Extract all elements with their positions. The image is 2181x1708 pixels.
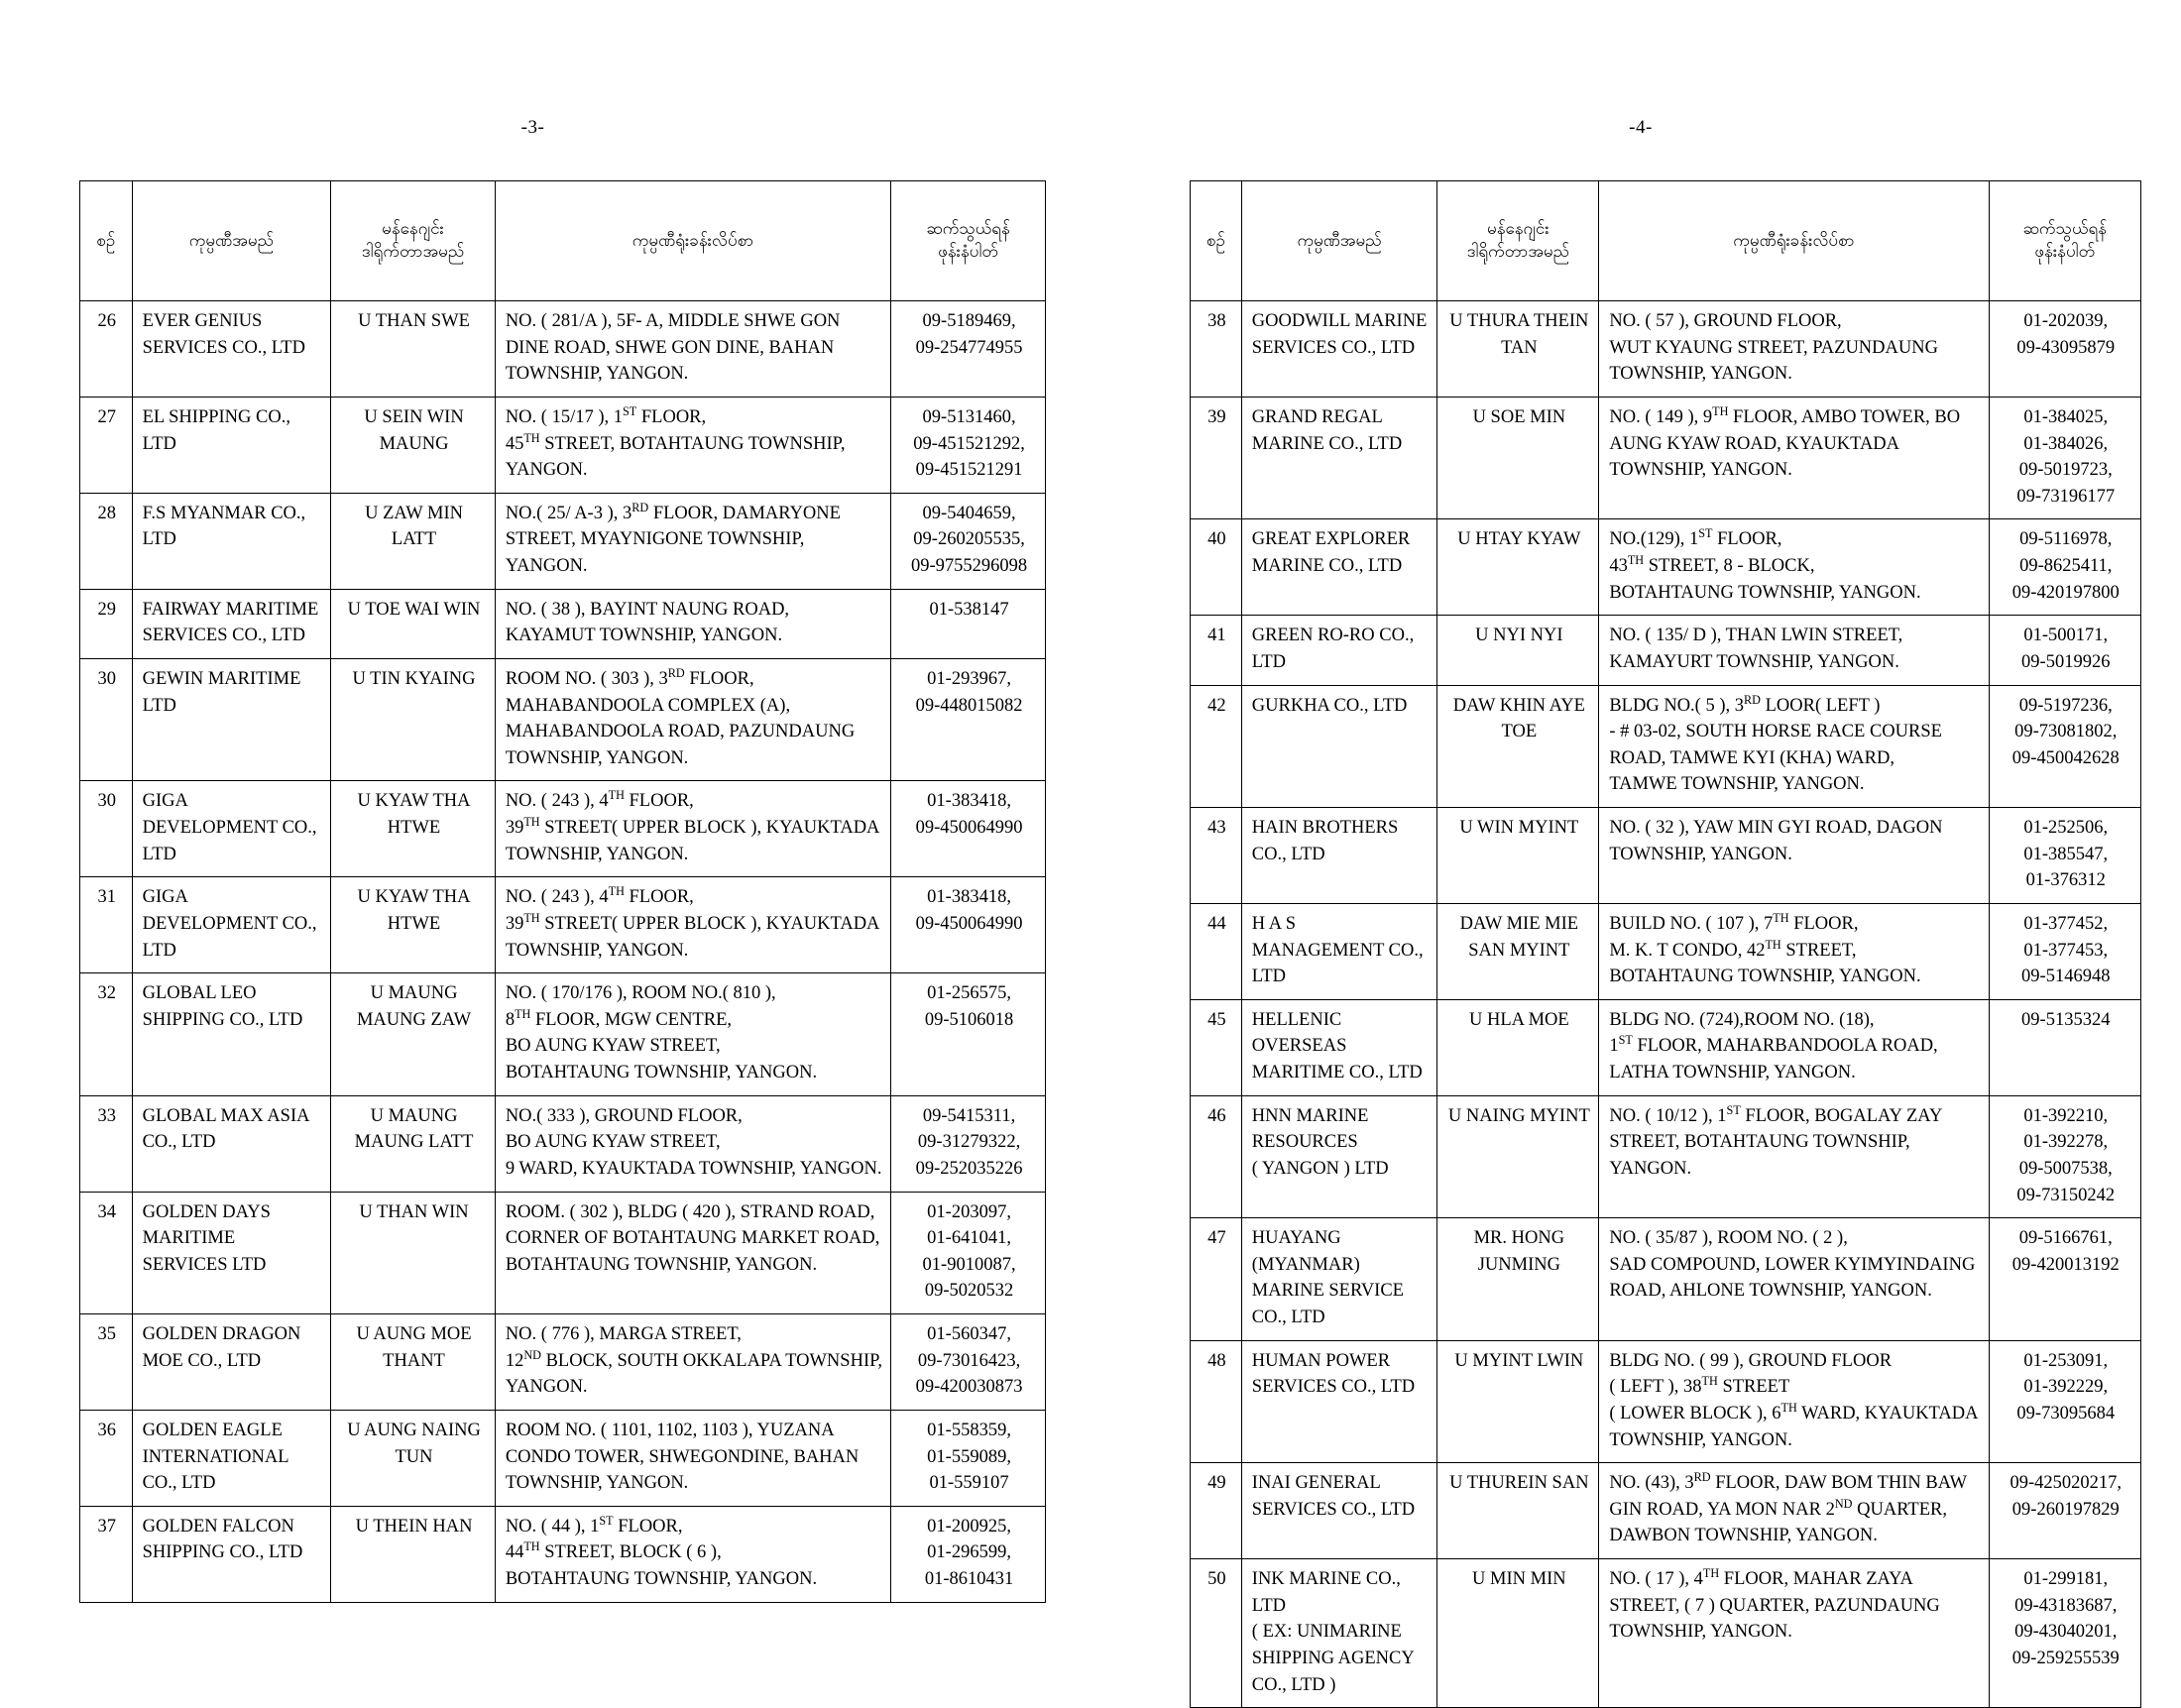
cell-company-name: GURKHA CO., LTD: [1241, 685, 1437, 808]
phone-line: 01-641041,: [927, 1228, 1011, 1249]
header-row: [1191, 181, 2141, 301]
table-header-right: [1191, 181, 2141, 301]
table-row: [1191, 1463, 2141, 1559]
phone-line: 01-377452,: [2023, 913, 2109, 934]
cell-managing-director: U AUNG NAING TUN: [331, 1410, 496, 1506]
phone-line: 09-9755296098: [910, 556, 1028, 576]
cell-company-name: GIGA DEVELOPMENT CO., LTD: [132, 877, 331, 973]
table-row: [80, 397, 1046, 493]
cell-managing-director: U SEIN WIN MAUNG: [331, 397, 496, 493]
cell-serial-number: 29: [80, 589, 133, 658]
phone-line: 09-5415311,: [922, 1105, 1016, 1126]
phone-line: 01-385547,: [2023, 844, 2109, 864]
phone-line: 01-392210,: [2023, 1105, 2109, 1126]
phone-line: 01-392278,: [2023, 1132, 2109, 1153]
cell-contact-phone: [891, 877, 1046, 973]
phone-line: 01-252506,: [2023, 818, 2109, 838]
phone-line: 09-31279322,: [917, 1132, 1021, 1153]
cell-contact-phone: [1989, 1095, 2140, 1218]
cell-company-name: GEWIN MARITIME LTD: [132, 658, 331, 781]
cell-serial-number: 30: [80, 781, 133, 877]
phone-line: 01-392229,: [2023, 1377, 2109, 1398]
phone-line: 09-43183687,: [2014, 1595, 2118, 1616]
header-company-name: ကုမ္ပဏီအမည်: [132, 181, 331, 301]
cell-serial-number: 41: [1191, 616, 1242, 685]
phone-line: 09-5131460,: [922, 406, 1016, 427]
phone-line: 09-260205535,: [913, 529, 1025, 550]
cell-managing-director: DAW MIE MIE SAN MYINT: [1437, 903, 1599, 999]
phone-line: 01-299181,: [2023, 1569, 2109, 1589]
cell-company-name: INK MARINE CO., LTD ( EX: UNIMARINE SHIPPING AGENCY CO., LTD ): [1241, 1559, 1437, 1708]
cell-contact-phone: [1989, 685, 2140, 808]
phone-line: 01-377453,: [2023, 940, 2109, 961]
phone-line: 09-43040201,: [2014, 1622, 2118, 1643]
phone-line: 09-73095684: [2016, 1403, 2116, 1423]
header-phone-line2: ဖုန်းနံပါတ်: [2034, 242, 2096, 261]
cell-company-name: GOLDEN EAGLE INTERNATIONAL CO., LTD: [132, 1410, 331, 1506]
cell-serial-number: 49: [1191, 1463, 1242, 1559]
cell-office-address: ROOM. ( 302 ), BLDG ( 420 ), STRAND ROAD, CORNER OF BOTAHTAUNG MARKET ROAD, BOTAHTAUNG TOWNSHIP, YANGON.: [495, 1192, 890, 1314]
cell-serial-number: 34: [80, 1192, 133, 1314]
table-body-left: [80, 301, 1046, 1603]
phone-line: 01-383418,: [927, 887, 1011, 908]
header-md-line2: ဒါရိုက်တာအမည်: [361, 242, 465, 261]
cell-serial-number: 31: [80, 877, 133, 973]
table-row: [1191, 1095, 2141, 1218]
cell-serial-number: 40: [1191, 519, 1242, 616]
cell-company-name: GOLDEN FALCON SHIPPING CO., LTD: [132, 1506, 331, 1602]
cell-managing-director: U HLA MOE: [1437, 999, 1599, 1095]
phone-line: 09-448015082: [915, 695, 1023, 716]
cell-contact-phone: [1989, 397, 2140, 519]
cell-managing-director: U MIN MIN: [1437, 1559, 1599, 1708]
cell-managing-director: U NAING MYINT: [1437, 1095, 1599, 1218]
table-row: [1191, 397, 2141, 519]
phone-line: 01-296599,: [927, 1542, 1011, 1563]
cell-office-address: NO. ( 57 ), GROUND FLOOR, WUT KYAUNG STREET, PAZUNDAUNG TOWNSHIP, YANGON.: [1599, 301, 1989, 398]
phone-line: 01-500171,: [2023, 626, 2109, 646]
phone-line: 09-450064990: [915, 818, 1023, 838]
header-office-address: ကုမ္ပဏီရုံးခန်းလိပ်စာ: [1599, 181, 1989, 301]
phone-line: 01-558359,: [927, 1420, 1011, 1440]
table-body-right: [1191, 301, 2141, 1708]
table-row: [1191, 903, 2141, 999]
phone-line: 01-559107: [929, 1473, 1009, 1494]
cell-managing-director: U THUREIN SAN: [1437, 1463, 1599, 1559]
cell-serial-number: 47: [1191, 1218, 1242, 1341]
header-md-line2: ဒါရိုက်တာအမည်: [1466, 242, 1570, 261]
cell-managing-director: U MAUNG MAUNG ZAW: [331, 973, 496, 1096]
cell-serial-number: 37: [80, 1506, 133, 1602]
phone-line: 01-384025,: [2023, 406, 2109, 427]
cell-contact-phone: [1989, 1559, 2140, 1708]
cell-office-address: NO. ( 44 ), 1ST FLOOR, 44TH STREET, BLOCK ( 6 ), BOTAHTAUNG TOWNSHIP, YANGON.: [495, 1506, 890, 1602]
phone-line: 01-253091,: [2023, 1350, 2109, 1371]
cell-contact-phone: [891, 973, 1046, 1096]
cell-office-address: NO. ( 243 ), 4TH FLOOR, 39TH STREET( UPPER BLOCK ), KYAUKTADA TOWNSHIP, YANGON.: [495, 781, 890, 877]
phone-line: 09-260197829: [2011, 1499, 2120, 1520]
cell-contact-phone: [891, 301, 1046, 398]
header-no: စဉ်: [1191, 181, 1242, 301]
table-row: [1191, 1559, 2141, 1708]
cell-contact-phone: [891, 1095, 1046, 1192]
cell-contact-phone: [1989, 616, 2140, 685]
cell-contact-phone: [1989, 999, 2140, 1095]
page-left: [0, 0, 1090, 1603]
table-row: [1191, 301, 2141, 398]
phone-line: 09-5019926: [2021, 651, 2111, 672]
cell-serial-number: 27: [80, 397, 133, 493]
header-md-line1: မန်နေဂျင်း: [382, 219, 444, 239]
phone-line: 09-252035226: [915, 1158, 1023, 1179]
cell-company-name: HAIN BROTHERS CO., LTD: [1241, 808, 1437, 904]
cell-contact-phone: [891, 1314, 1046, 1411]
phone-line: 09-425020217,: [2009, 1473, 2123, 1494]
phone-line: 09-73196177: [2016, 486, 2116, 507]
cell-company-name: HUAYANG (MYANMAR) MARINE SERVICE CO., LTD: [1241, 1218, 1437, 1341]
cell-managing-director: U WIN MYINT: [1437, 808, 1599, 904]
cell-company-name: GLOBAL LEO SHIPPING CO., LTD: [132, 973, 331, 1096]
table-row: [1191, 999, 2141, 1095]
page-number-right: -4-: [1629, 117, 1653, 138]
cell-office-address: NO.( 25/ A-3 ), 3RD FLOOR, DAMARYONE STREET, MYAYNIGONE TOWNSHIP, YANGON.: [495, 493, 890, 589]
cell-office-address: NO. ( 15/17 ), 1ST FLOOR, 45TH STREET, BOTAHTAUNG TOWNSHIP, YANGON.: [495, 397, 890, 493]
cell-serial-number: 43: [1191, 808, 1242, 904]
cell-serial-number: 44: [1191, 903, 1242, 999]
cell-office-address: NO. ( 170/176 ), ROOM NO.( 810 ), 8TH FLOOR, MGW CENTRE, BO AUNG KYAW STREET, BOTAHTAUNG TOWNSHIP, YANGON.: [495, 973, 890, 1096]
cell-managing-director: U SOE MIN: [1437, 397, 1599, 519]
cell-managing-director: U THAN WIN: [331, 1192, 496, 1314]
cell-managing-director: U KYAW THA HTWE: [331, 877, 496, 973]
cell-contact-phone: [891, 589, 1046, 658]
page-right: [1090, 0, 2181, 1708]
header-office-address: ကုမ္ပဏီရုံးခန်းလိပ်စာ: [495, 181, 890, 301]
cell-office-address: NO. ( 38 ), BAYINT NAUNG ROAD, KAYAMUT TOWNSHIP, YANGON.: [495, 589, 890, 658]
cell-contact-phone: [1989, 903, 2140, 999]
cell-company-name: GREAT EXPLORER MARINE CO., LTD: [1241, 519, 1437, 616]
company-registry-table-left: [79, 180, 1046, 1603]
phone-line: 09-5189469,: [922, 311, 1016, 331]
cell-managing-director: MR. HONG JUNMING: [1437, 1218, 1599, 1341]
cell-serial-number: 46: [1191, 1095, 1242, 1218]
cell-company-name: EVER GENIUS SERVICES CO., LTD: [132, 301, 331, 398]
cell-company-name: GOODWILL MARINE SERVICES CO., LTD: [1241, 301, 1437, 398]
phone-line: 01-9010087,: [922, 1254, 1016, 1275]
cell-office-address: NO. ( 243 ), 4TH FLOOR, 39TH STREET( UPPER BLOCK ), KYAUKTADA TOWNSHIP, YANGON.: [495, 877, 890, 973]
cell-contact-phone: [891, 658, 1046, 781]
cell-office-address: BLDG NO. (724),ROOM NO. (18), 1ST FLOOR, MAHARBANDOOLA ROAD, LATHA TOWNSHIP, YANGON.: [1599, 999, 1989, 1095]
phone-line: 09-8625411,: [2019, 556, 2113, 576]
phone-line: 09-5020532: [924, 1281, 1014, 1302]
phone-line: 09-451521292,: [913, 433, 1025, 454]
cell-office-address: NO. ( 17 ), 4TH FLOOR, MAHAR ZAYA STREET, ( 7 ) QUARTER, PAZUNDAUNG TOWNSHIP, YANGON.: [1599, 1559, 1989, 1708]
phone-line: 09-5019723,: [2018, 460, 2113, 481]
cell-company-name: GOLDEN DAYS MARITIME SERVICES LTD: [132, 1192, 331, 1314]
cell-company-name: HNN MARINE RESOURCES ( YANGON ) LTD: [1241, 1095, 1437, 1218]
table-row: [80, 1192, 1046, 1314]
cell-company-name: HUMAN POWER SERVICES CO., LTD: [1241, 1340, 1437, 1463]
cell-managing-director: U ZAW MIN LATT: [331, 493, 496, 589]
phone-line: 09-259255539: [2011, 1648, 2120, 1668]
table-header-left: [80, 181, 1046, 301]
cell-serial-number: 42: [1191, 685, 1242, 808]
table-row: [1191, 616, 2141, 685]
cell-managing-director: DAW KHIN AYE TOE: [1437, 685, 1599, 808]
header-company-name: ကုမ္ပဏီအမည်: [1241, 181, 1437, 301]
cell-company-name: EL SHIPPING CO., LTD: [132, 397, 331, 493]
cell-serial-number: 38: [1191, 301, 1242, 398]
cell-office-address: BUILD NO. ( 107 ), 7TH FLOOR, M. K. T CONDO, 42TH STREET, BOTAHTAUNG TOWNSHIP, YANGON.: [1599, 903, 1989, 999]
cell-office-address: NO. ( 149 ), 9TH FLOOR, AMBO TOWER, BO AUNG KYAW ROAD, KYAUKTADA TOWNSHIP, YANGON.: [1599, 397, 1989, 519]
cell-office-address: NO.(129), 1ST FLOOR, 43TH STREET, 8 - BLOCK, BOTAHTAUNG TOWNSHIP, YANGON.: [1599, 519, 1989, 616]
header-phone-line2: ဖုန်းနံပါတ်: [938, 242, 998, 261]
phone-line: 01-293967,: [927, 668, 1011, 689]
phone-line: 01-256575,: [927, 983, 1011, 1004]
table-row: [1191, 1340, 2141, 1463]
phone-line: 09-73150242: [2016, 1185, 2116, 1205]
phone-line: 01-384026,: [2023, 433, 2109, 454]
cell-contact-phone: [891, 781, 1046, 877]
cell-managing-director: U THURA THEIN TAN: [1437, 301, 1599, 398]
phone-line: 09-450064990: [915, 913, 1023, 934]
phone-line: 09-5116978,: [2019, 529, 2113, 550]
phone-line: 09-420030873: [915, 1377, 1023, 1398]
header-md-line1: မန်နေဂျင်း: [1486, 219, 1550, 239]
phone-line: 01-538147: [929, 599, 1009, 620]
phone-line: 09-5007538,: [2018, 1158, 2113, 1179]
phone-line: 09-5197236,: [2018, 695, 2113, 716]
table-row: [80, 1506, 1046, 1602]
phone-line: 01-202039,: [2023, 311, 2109, 331]
table-row: [80, 301, 1046, 398]
cell-managing-director: U AUNG MOE THANT: [331, 1314, 496, 1411]
cell-managing-director: U TOE WAI WIN: [331, 589, 496, 658]
header-no: စဉ်: [80, 181, 133, 301]
phone-line: 09-5106018: [924, 1009, 1014, 1030]
phone-line: 09-43095879: [2016, 337, 2116, 358]
cell-office-address: NO.( 333 ), GROUND FLOOR, BO AUNG KYAW STREET, 9 WARD, KYAUKTADA TOWNSHIP, YANGON.: [495, 1095, 890, 1192]
cell-managing-director: U THEIN HAN: [331, 1506, 496, 1602]
cell-office-address: BLDG NO.( 5 ), 3RD LOOR( LEFT ) - # 03-02, SOUTH HORSE RACE COURSE ROAD, TAMWE KYI (KHA) WARD, TAMWE TOWNSHIP, YANGON.: [1599, 685, 1989, 808]
cell-office-address: BLDG NO. ( 99 ), GROUND FLOOR ( LEFT ), 38TH STREET ( LOWER BLOCK ), 6TH WARD, KYAUKTADA TOWNSHIP, YANGON.: [1599, 1340, 1989, 1463]
phone-line: 09-5166761,: [2018, 1228, 2113, 1249]
cell-managing-director: U KYAW THA HTWE: [331, 781, 496, 877]
table-row: [80, 973, 1046, 1096]
page-number-left: -3-: [520, 117, 545, 138]
cell-serial-number: 30: [80, 658, 133, 781]
cell-serial-number: 35: [80, 1314, 133, 1411]
cell-office-address: ROOM NO. ( 1101, 1102, 1103 ), YUZANA CONDO TOWER, SHWEGONDINE, BAHAN TOWNSHIP, YANGON.: [495, 1410, 890, 1506]
cell-contact-phone: [891, 1506, 1046, 1602]
cell-managing-director: U TIN KYAING: [331, 658, 496, 781]
table-row: [80, 1314, 1046, 1411]
cell-company-name: GRAND REGAL MARINE CO., LTD: [1241, 397, 1437, 519]
header-row: [80, 181, 1046, 301]
phone-line: 09-73081802,: [2014, 722, 2118, 742]
phone-line: 01-559089,: [927, 1446, 1011, 1467]
cell-office-address: NO. ( 135/ D ), THAN LWIN STREET, KAMAYURT TOWNSHIP, YANGON.: [1599, 616, 1989, 685]
cell-company-name: INAI GENERAL SERVICES CO., LTD: [1241, 1463, 1437, 1559]
table-row: [80, 781, 1046, 877]
table-row: [1191, 685, 2141, 808]
table-row: [80, 1410, 1046, 1506]
header-phone-line1: ဆက်သွယ်ရန်: [926, 219, 1010, 239]
phone-line: 01-203097,: [927, 1201, 1011, 1222]
cell-company-name: F.S MYANMAR CO., LTD: [132, 493, 331, 589]
phone-line: 09-420013192: [2011, 1254, 2120, 1275]
phone-line: 01-560347,: [927, 1324, 1011, 1344]
cell-company-name: GLOBAL MAX ASIA CO., LTD: [132, 1095, 331, 1192]
phone-line: 09-73016423,: [917, 1350, 1021, 1371]
cell-managing-director: U HTAY KYAW: [1437, 519, 1599, 616]
cell-managing-director: U NYI NYI: [1437, 616, 1599, 685]
cell-serial-number: 28: [80, 493, 133, 589]
cell-contact-phone: [891, 397, 1046, 493]
cell-contact-phone: [891, 1410, 1046, 1506]
table-row: [80, 1095, 1046, 1192]
cell-contact-phone: [1989, 301, 2140, 398]
phone-line: 09-5135324: [2021, 1009, 2111, 1030]
cell-office-address: NO. ( 776 ), MARGA STREET, 12ND BLOCK, SOUTH OKKALAPA TOWNSHIP, YANGON.: [495, 1314, 890, 1411]
header-contact-phone: [891, 181, 1046, 301]
cell-company-name: H A S MANAGEMENT CO., LTD: [1241, 903, 1437, 999]
header-phone-line1: ဆက်သွယ်ရန်: [2022, 219, 2108, 239]
cell-serial-number: 39: [1191, 397, 1242, 519]
cell-contact-phone: [1989, 519, 2140, 616]
cell-company-name: GOLDEN DRAGON MOE CO., LTD: [132, 1314, 331, 1411]
cell-office-address: ROOM NO. ( 303 ), 3RD FLOOR, MAHABANDOOLA COMPLEX (A), MAHABANDOOLA ROAD, PAZUNDAUNG TOWNSHIP, YANGON.: [495, 658, 890, 781]
cell-contact-phone: [891, 1192, 1046, 1314]
cell-company-name: GREEN RO-RO CO., LTD: [1241, 616, 1437, 685]
cell-managing-director: U MAUNG MAUNG LATT: [331, 1095, 496, 1192]
header-managing-director: [1437, 181, 1599, 301]
phone-line: 01-8610431: [924, 1569, 1014, 1589]
cell-serial-number: 50: [1191, 1559, 1242, 1708]
phone-line: 09-420197800: [2011, 582, 2120, 603]
header-contact-phone: [1989, 181, 2140, 301]
header-managing-director: [331, 181, 496, 301]
cell-serial-number: 32: [80, 973, 133, 1096]
cell-contact-phone: [1989, 808, 2140, 904]
phone-line: 01-383418,: [927, 791, 1011, 812]
cell-contact-phone: [1989, 1218, 2140, 1341]
cell-serial-number: 45: [1191, 999, 1242, 1095]
table-row: [80, 877, 1046, 973]
phone-line: 01-376312: [2025, 870, 2106, 891]
cell-managing-director: U THAN SWE: [331, 301, 496, 398]
cell-serial-number: 48: [1191, 1340, 1242, 1463]
cell-managing-director: U MYINT LWIN: [1437, 1340, 1599, 1463]
phone-line: 09-450042628: [2011, 747, 2120, 768]
cell-office-address: NO. ( 281/A ), 5F- A, MIDDLE SHWE GON DINE ROAD, SHWE GON DINE, BAHAN TOWNSHIP, YANGON.: [495, 301, 890, 398]
phone-line: 09-451521291: [915, 460, 1023, 481]
phone-line: 09-5146948: [2021, 967, 2111, 987]
cell-office-address: NO. ( 10/12 ), 1ST FLOOR, BOGALAY ZAY STREET, BOTAHTAUNG TOWNSHIP, YANGON.: [1599, 1095, 1989, 1218]
table-row: [80, 589, 1046, 658]
cell-serial-number: 33: [80, 1095, 133, 1192]
table-row: [1191, 1218, 2141, 1341]
cell-contact-phone: [1989, 1463, 2140, 1559]
company-registry-table-right: [1190, 180, 2141, 1708]
cell-company-name: GIGA DEVELOPMENT CO., LTD: [132, 781, 331, 877]
cell-company-name: FAIRWAY MARITIME SERVICES CO., LTD: [132, 589, 331, 658]
phone-line: 01-200925,: [927, 1516, 1011, 1537]
table-row: [80, 658, 1046, 781]
cell-serial-number: 36: [80, 1410, 133, 1506]
phone-line: 09-254774955: [915, 337, 1023, 358]
table-row: [1191, 519, 2141, 616]
table-row: [80, 493, 1046, 589]
cell-company-name: HELLENIC OVERSEAS MARITIME CO., LTD: [1241, 999, 1437, 1095]
table-row: [1191, 808, 2141, 904]
cell-office-address: NO. ( 35/87 ), ROOM NO. ( 2 ), SAD COMPOUND, LOWER KYIMYINDAING ROAD, AHLONE TOWNSHIP, YANGON.: [1599, 1218, 1989, 1341]
cell-contact-phone: [891, 493, 1046, 589]
cell-contact-phone: [1989, 1340, 2140, 1463]
phone-line: 09-5404659,: [922, 503, 1016, 523]
cell-office-address: NO. ( 32 ), YAW MIN GYI ROAD, DAGON TOWNSHIP, YANGON.: [1599, 808, 1989, 904]
cell-office-address: NO. (43), 3RD FLOOR, DAW BOM THIN BAW GIN ROAD, YA MON NAR 2ND QUARTER, DAWBON TOWNSHIP, YANGON.: [1599, 1463, 1989, 1559]
cell-serial-number: 26: [80, 301, 133, 398]
